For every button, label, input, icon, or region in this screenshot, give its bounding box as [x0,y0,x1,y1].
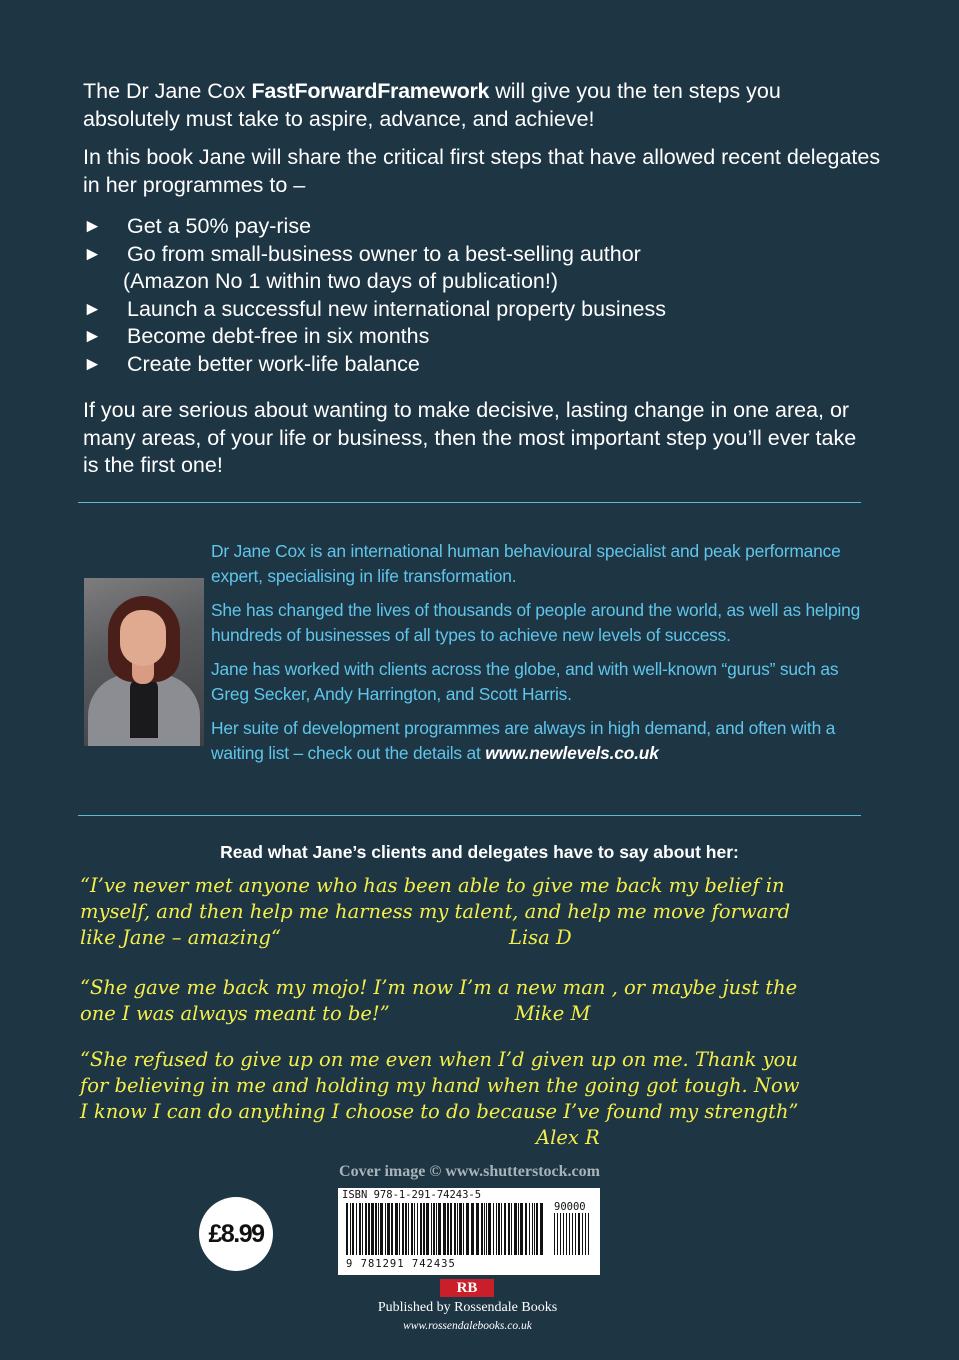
bullet-item: ► Create better work-life balance [83,351,883,379]
testimonial-author: Mike M [514,1002,591,1025]
intro-section [83,78,883,378]
divider-top [78,502,861,503]
barcode-bar [540,1203,543,1255]
barcode-bar [371,1203,374,1255]
barcode-addon-bar [572,1213,573,1255]
barcode-bar [405,1203,407,1255]
barcode-bar [417,1203,418,1255]
barcode-addon-bar [582,1213,583,1255]
barcode-bar [438,1203,441,1255]
cover-credit: Cover image © www.shutterstock.com [339,1163,600,1180]
brand-name: FastForwardFramework [251,79,490,103]
barcode-bar [426,1203,429,1255]
barcode-bar [466,1203,469,1255]
barcode-block [338,1188,600,1275]
price-label: £8.99 [208,1220,264,1248]
barcode-addon-bar [569,1213,570,1255]
barcode-bar [411,1203,413,1255]
barcode-bar [534,1203,535,1255]
barcode-bar [368,1203,370,1255]
barcode-bar [525,1203,527,1255]
bio-paragraph: Dr Jane Cox is an international human behavioural specialist and peak performance expert, specialising in life transformation. [211,541,841,586]
author-photo [84,578,204,746]
barcode-addon-bar [575,1213,576,1255]
arrow-icon: ► [83,326,102,347]
publisher-name: Published by Rossendale Books [377,1300,558,1315]
bullet-list [83,213,883,378]
barcode-digits: 9 781291 742435 [346,1258,456,1270]
website-link[interactable]: www.newlevels.co.uk [485,742,659,763]
author-bio [211,539,861,775]
barcode-bar [496,1203,497,1255]
barcode-graphic [344,1203,594,1260]
testimonial-author: Alex R [536,1126,600,1149]
barcode-bar [498,1203,500,1255]
barcode-bar [387,1203,390,1255]
barcode-bar [459,1203,462,1255]
barcode-bar [402,1203,404,1255]
barcode-bar [508,1203,510,1255]
intro-paragraph: The Dr Jane Cox FastForwardFramework will give you the ten steps you absolutely must take to aspire, advance, and achieve! [83,79,781,131]
barcode-bar [352,1203,354,1255]
testimonial-1: “I’ve never met anyone who has been able to give me back my belief in myself, and then help me harness my talent, and help me move forward like Jane – amazing“ Lisa D [80,874,791,949]
barcode-bar [346,1203,348,1255]
barcode-bar [529,1203,530,1255]
barcode-bar [443,1203,446,1255]
barcode-bar [520,1203,523,1255]
barcode-bar [378,1203,379,1255]
barcode-bar [436,1203,437,1255]
barcode-bar [518,1203,519,1255]
barcode-bar [420,1203,422,1255]
barcode-bar [431,1203,432,1255]
arrow-icon: ► [83,243,102,265]
barcode-addon-digits: 90000 [554,1201,586,1213]
barcode-bar [450,1203,452,1255]
barcode-bar [350,1203,351,1255]
barcode-bar [380,1203,383,1255]
barcode-bar [504,1203,506,1255]
bullet-subline: (Amazon No 1 within two days of publication!) [123,269,558,293]
barcode-bar [457,1203,458,1255]
barcode-addon-bar [578,1213,580,1255]
barcode-bar [433,1203,435,1255]
barcode-addon-bar [585,1213,586,1255]
barcode-bar [486,1203,487,1255]
barcode-bar [414,1203,415,1255]
bullet-item: ► Launch a successful new international property business [83,296,883,324]
barcode-addon-bar [566,1213,567,1255]
barcode-bar [514,1203,517,1255]
testimonial-2: “She gave me back my mojo! I’m now I’m a new man , or maybe just the one I was always meant to be!” Mike M [80,976,798,1025]
closing-paragraph: If you are serious about wanting to make decisive, lasting change in one area, or many areas, of your life or business, then the most important step you’ll ever take is the first one! [83,398,857,477]
arrow-icon: ► [83,298,102,320]
divider-bottom [78,815,861,816]
arrow-icon: ► [83,353,102,375]
barcode-bar [408,1203,409,1255]
barcode-bar [463,1203,464,1255]
barcode-bar [356,1203,357,1255]
barcode-bar [359,1203,361,1255]
publisher-url[interactable]: www.rossendalebooks.co.uk [403,1320,532,1332]
barcode-bar [493,1203,494,1255]
barcode-bar [362,1203,363,1255]
barcode-bar [447,1203,449,1255]
barcode-bar [511,1203,512,1255]
bio-paragraph: She has changed the lives of thousands of people around the world, as well as helping hundreds of businesses of all types to achieve new levels of success. [211,600,861,645]
barcode-bar [399,1203,400,1255]
barcode-bar [532,1203,533,1255]
barcode-bar [365,1203,367,1255]
testimonial-author: Lisa D [508,926,572,949]
price-roundel [199,1197,273,1271]
bullet-item: ► Go from small-business owner to a best-selling author (Amazon No 1 within two days of publication!) [83,241,883,296]
barcode-bar [395,1203,398,1255]
bullet-item: ► Get a 50% pay-rise [83,213,883,241]
intro-second-paragraph: In this book Jane will share the critical first steps that have allowed recent delegates in her programmes to – [83,145,881,197]
barcode-bar [454,1203,456,1255]
barcode-bar [484,1203,485,1255]
barcode-bar [375,1203,377,1255]
barcode-bar [391,1203,393,1255]
testimonials-heading: Read what Jane’s clients and delegates have to say about her: [220,842,739,862]
isbn-label: ISBN 978-1-291-74243-5 [342,1189,482,1201]
barcode-addon-bar [560,1213,561,1255]
publisher-logo: RB [440,1279,494,1297]
barcode-bar [476,1203,479,1255]
barcode-addon-bar [554,1213,555,1255]
barcode-bar [481,1203,483,1255]
arrow-icon: ► [83,216,102,237]
barcode-addon-bar [557,1213,558,1255]
barcode-bar [423,1203,425,1255]
bio-paragraph: Her suite of development programmes are always in high demand, and often with a waiting list – check out the details at www.newlevels.co.uk [211,718,836,763]
barcode-addon-bar [563,1213,564,1255]
barcode-bar [501,1203,502,1255]
bullet-item: ► Become debt-free in six months [83,323,883,351]
barcode-bar [536,1203,538,1255]
barcode-addon-bar [588,1213,589,1255]
bio-paragraph: Jane has worked with clients across the globe, and with well-known “gurus” such as Greg Secker, Andy Harrington, and Scott Harris. [211,659,839,704]
barcode-bar [385,1203,386,1255]
barcode-bar [471,1203,474,1255]
barcode-bar [488,1203,491,1255]
testimonial-3: “She refused to give up on me even when I’d given up on me. Thank you for believing in me and holding my hand when the going got tough. Now I know I can do anything I choose to do because I’ve found my strength” Alex R [80,1048,800,1149]
